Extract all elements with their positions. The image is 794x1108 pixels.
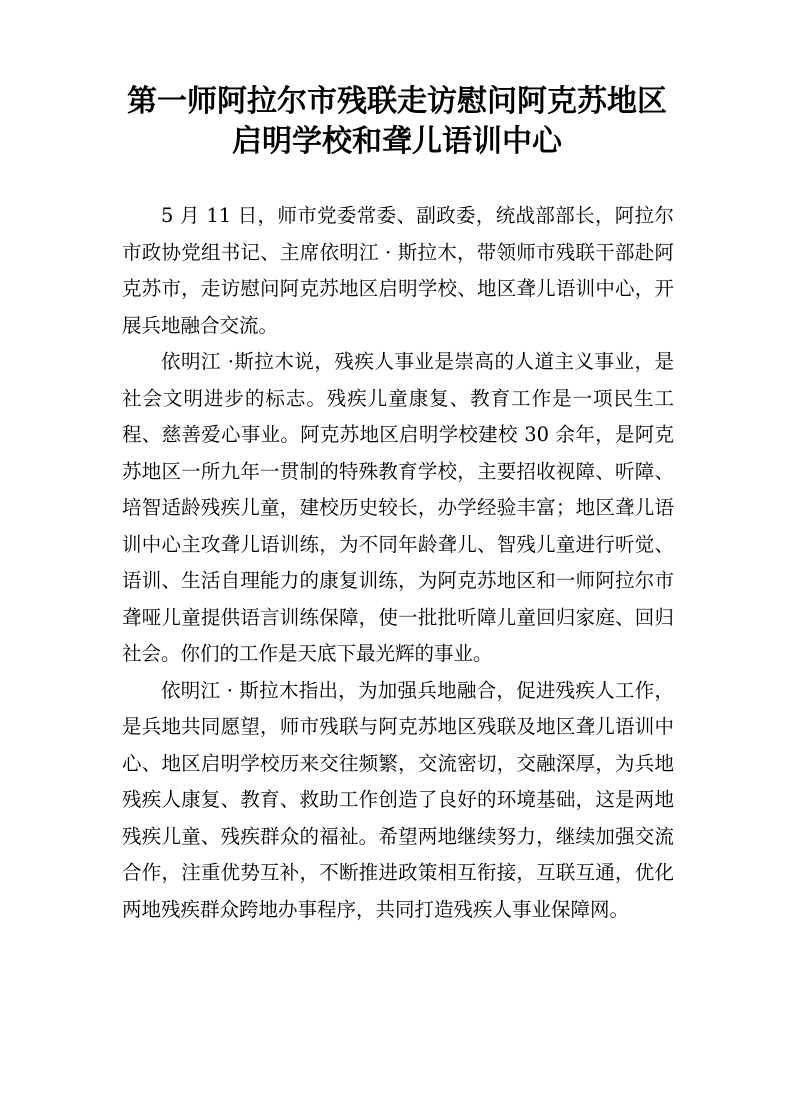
document-title <box>0 82 794 162</box>
paragraph-1: 5 月 11 日，师市党委常委、副政委，统战部部长，阿拉尔市政协党组书记、主席依明江 · 斯拉木，带领师市残联干部赴阿克苏市，走访慰问阿克苏地区启明学校、地区聋儿语训中心，开展兵地融合交流。 <box>122 204 674 337</box>
title-line-2: 启明学校和聋儿语训中心 <box>232 124 562 159</box>
paragraph-2: 依明江 ·斯拉木说，残疾人事业是崇高的人道主义事业，是社会文明进步的标志。残疾儿童康复、教育工作是一项民生工程、慈善爱心事业。阿克苏地区启明学校建校 30 余年，是阿克苏地区一所九年一贯制的特殊教育学校，主要招收视障、听障、培智适龄残疾儿童，建校历史较长，办学经验丰富；地区聋儿语训中心主攻聋儿语训练，为不同年龄聋儿、智残儿童进行听觉、语训、生活自理能力的康复训练，为阿克苏地区和一师阿拉尔市聋哑儿童提供语言训练保障，使一批批听障儿童回归家庭、回归社会。你们的工作是天底下最光辉的事业。 <box>122 350 674 665</box>
title-line-1: 第一师阿拉尔市残联走访慰问阿克苏地区 <box>127 84 667 119</box>
article-body <box>122 198 674 928</box>
paragraph-3: 依明江 · 斯拉木指出，为加强兵地融合，促进残疾人工作，是兵地共同愿望，师市残联与阿克苏地区残联及地区聋儿语训中心、地区启明学校历来交往频繁，交流密切，交融深厚，为兵地残疾人康复、教育、救助工作创造了良好的环境基础，这是两地残疾儿童、残疾群众的福祉。希望两地继续努力，继续加强交流合作，注重优势互补，不断推进政策相互衔接，互联互通，优化两地残疾群众跨地办事程序，共同打造残疾人事业保障网。 <box>122 678 674 921</box>
